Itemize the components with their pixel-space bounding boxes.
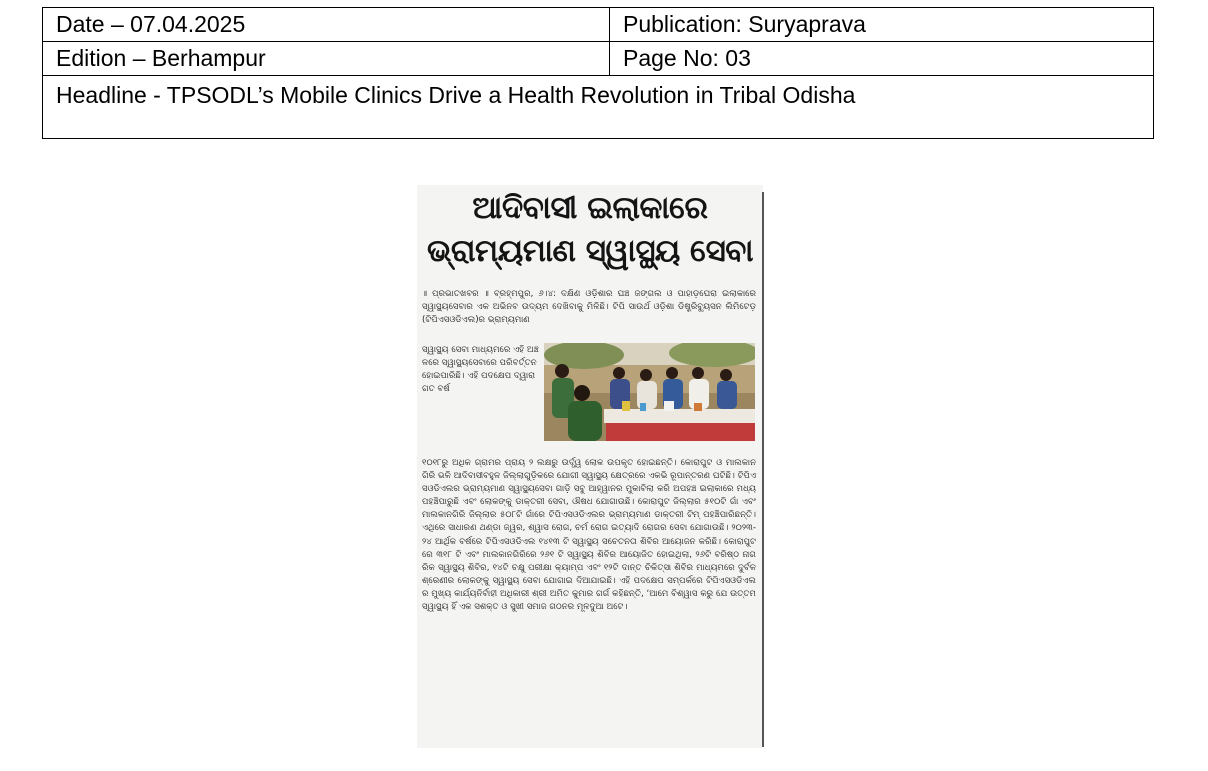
edition-cell: Edition – Berhampur	[43, 42, 610, 76]
article-side-paragraph: ସ୍ୱାସ୍ଥ୍ୟ ସେବା ମାଧ୍ୟମରେ ଏହି ଅଞ୍ଚଳରେ ସ୍ୱାସ୍ଥ୍ୟସେବାରେ ପରିବର୍ତ୍ତନ ହୋଇପାରିଛି। ଏହି ପଦକ୍ଷେପ ଦ୍ୱାରା ଗତ ବର୍ଷ	[422, 345, 539, 395]
publication-cell: Publication: Suryaprava	[610, 8, 1154, 42]
column-rule	[762, 192, 764, 747]
article-intro-paragraph: ॥ ପ୍ରଭାତଖବର ॥ ବ୍ରହ୍ମପୁର, ୬।୪: ଦକ୍ଷିଣ ଓଡ଼ିଶାର ଘଞ୍ଚ ଜଙ୍ଗଲ ଓ ପାହାଡ଼ଘେରା ଇଲାକାରେ ସ୍ୱାସ୍ଥ୍ୟସେବାର ଏକ ଅଭିନବ ଉଦ୍ୟମ ଦେଖିବାକୁ ମିଳିଛି। ଟିପି ସାଉର୍ଥ ଓଡ଼ିଶା ଡିଷ୍ଟ୍ରିବ୍ୟୁସନ ଲିମିଟେଡ଼ (ଟିପିଏସଓଡିଏଲ)ର ଭ୍ରାମ୍ୟମାଣ	[422, 289, 756, 326]
page-number-cell: Page No: 03	[610, 42, 1154, 76]
date-cell: Date – 07.04.2025	[43, 8, 610, 42]
health-camp-photo	[544, 343, 755, 441]
headline-cell: Headline - TPSODL’s Mobile Clinics Drive a Health Revolution in Tribal Odisha	[43, 76, 1154, 139]
clipping-headline-line-2: ଭ୍ରାମ୍ୟମାଣ ସ୍ୱାସ୍ଥ୍ୟ ସେବା	[426, 233, 754, 269]
clipping-info-table	[42, 7, 1154, 139]
clipping-headline-line-1: ଆଦିବାସୀ ଇଲାକାରେ	[472, 190, 708, 226]
article-main-paragraph: ୧୦୧୮ରୁ ଅଧିକ ଗ୍ରାମର ପ୍ରାୟ ୨ ଲକ୍ଷରୁ ଉର୍ଦ୍ଧ୍ୱ ଲୋକ ଉପକୃତ ହୋଇଛନ୍ତି। କୋରାପୁଟ ଓ ମାଲକାନଗିରି ଭଳି ଆଦିବାସୀବହୁଳ ଜିଲ୍ଲାଗୁଡ଼ିକରେ ଯୋଗୀ ସ୍ୱାସ୍ଥ୍ୟ କ୍ଷେତ୍ରରେ ଏକଭି ରୂପାନ୍ତରଣ ଘଟିଛି। ଟିପିଏସଓଡିଏଲର ଭ୍ରାମ୍ୟମାଣ ସ୍ୱାସ୍ଥ୍ୟସେବା ଗାଡ଼ି ସବୁ ଆହ୍ୱାନର ମୁକାବିଲା କରି ଅପହଞ୍ଚ ଇଲାକାରେ ମଧ୍ୟ ପହଞ୍ଚିପାରୁଛି ଏବଂ ଲୋକଙ୍କୁ ଡାକ୍ତରୀ ସେବା, ଔଷଧ ଯୋଗାଉଛି। କୋରାପୁଟ ଜିଲ୍ଲାର ୫୧୦ଟି ଗାଁ ଏବଂ ମାଲକାନଗିରି ଜିଲ୍ଲାର ୫୦୮ଟି ଗାଁରେ ଟିପିଏସଓଡିଏଲର ଭ୍ରାମ୍ୟମାଣ ଡାକ୍ତରୀ ଟିମ୍ ପହଞ୍ଚିପାରିଛନ୍ତି। ଏଥିରେ ସାଧାରଣ ଥଣ୍ଡା ଜ୍ୱର, ଶ୍ୱାସ ରୋଗ, ଚର୍ମ ରୋଗ ଇତ୍ୟାଦି ରୋଗର ସେବା ଯୋଗାଉଛି। ୨୦୨୩-୨୪ ଆର୍ଥିକ ବର୍ଷରେ ଟିପିଏସଓଡିଏଲ ୧୪୧୩ ଟି ସ୍ୱାସ୍ଥ୍ୟ ସଚେତନତା ଶିବିର ଆୟୋଜନ କରିଛି। କୋରାପୁଟରେ ୩୧୮ ଟି ଏବଂ ମାଲକାନଗିରିରେ ୨୬୧ ଟି ସ୍ୱାସ୍ଥ୍ୟ ଶିବିର ଆୟୋଜିତ ହୋଇଥିଲା, ୨୬ଟି ବରିଷ୍ଠ ନାଗରିକ ସ୍ୱାସ୍ଥ୍ୟ ଶିବିର, ୧୪ଟି ଚକ୍ଷୁ ପରୀକ୍ଷା କ୍ୟାମ୍ପ ଏବଂ ୧୨ଟି ଦାନ୍ତ ଚିକିତ୍ସା ଶିବିର ମାଧ୍ୟମରେ ଦୁର୍ବଳ ଶ୍ରେଣୀର ଲୋକଙ୍କୁ ସ୍ୱାସ୍ଥ୍ୟ ସେବା ଯୋଗାଇ ଦିଆଯାଇଛି। ଏହି ପଦକ୍ଷେପ ସମ୍ପର୍କରେ ଟିପିଏସଓଡିଏଲର ମୁଖ୍ୟ କାର୍ଯ୍ୟନିର୍ବାହୀ ଅଧିକାରୀ ଶ୍ରୀ ଅମିତ କୁମାର ଗର୍ଗ କହିଛନ୍ତି, ‘ଆମେ ବିଶ୍ୱାସ କରୁ ଯେ ଉତ୍ତମ ସ୍ୱାସ୍ଥ୍ୟ ହିଁ ଏକ ସଶକ୍ତ ଓ ସୁଖୀ ସମାଜ ଗଠନର ମୂଳଦୁଆ ଅଟେ।	[422, 458, 756, 613]
